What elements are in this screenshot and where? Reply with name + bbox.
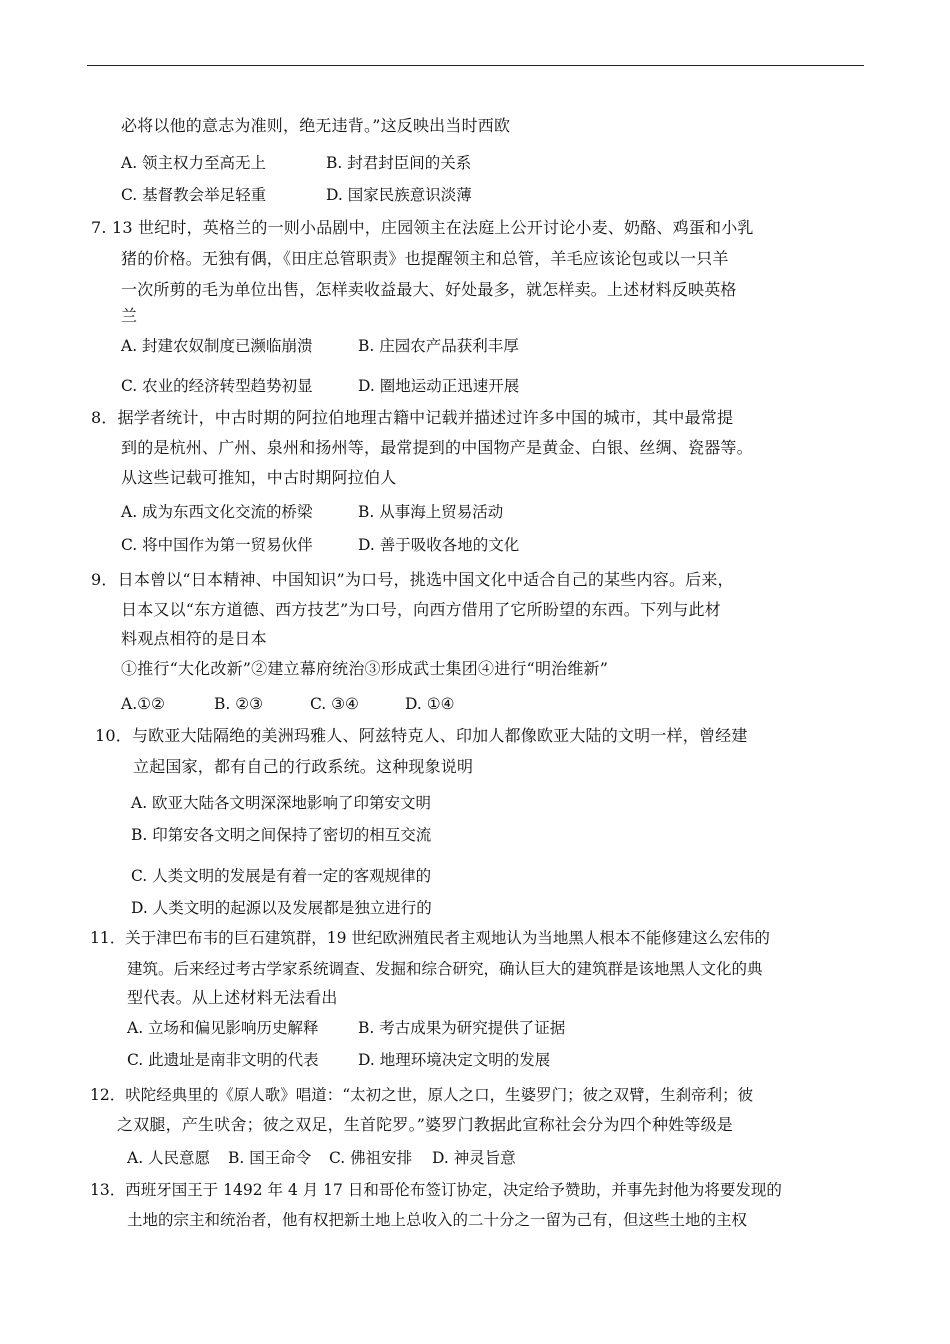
q12-option-a: A. 人民意愿 <box>127 1149 211 1167</box>
q8-option-c: C. 将中国作为第一贸易伙伴 <box>121 536 313 554</box>
q10-stem-line-2: 立起国家，都有自己的行政系统。这种现象说明 <box>133 757 474 776</box>
q6-option-a: A. 领主权力至高无上 <box>121 154 267 172</box>
q13-stem-line-2: 土地的宗主和统治者，他有权把新土地上总收入的二十分之一留为己有，但这些土地的主权 <box>127 1211 748 1229</box>
q7-stem-line-1: 7. 13 世纪时，英格兰的一则小品剧中，庄园领主在法庭上公开讨论小麦、奶酪、鸡蛋和小乳 <box>91 218 754 237</box>
q10-option-b: B. 印第安各文明之间保持了密切的相互交流 <box>131 826 432 844</box>
q7-stem-line-3: 一次所剪的毛为单位出售，怎样卖收益最大、好处最多，就怎样卖。上述材料反映英格 <box>121 280 737 299</box>
q13-stem-line-1: 13．西班牙国王于 1492 年 4 月 17 日和哥伦布签订协定，决定给予赞助，并事先封他为将要发现的 <box>90 1181 782 1199</box>
q11-option-a: A. 立场和偏见影响历史解释 <box>127 1019 319 1037</box>
q8-stem-line-3: 从这些记载可推知，中古时期阿拉伯人 <box>121 468 397 487</box>
q9-stem-line-3: 料观点相符的是日本 <box>121 629 267 648</box>
q12-option-b: B. 国王命令 <box>228 1149 312 1167</box>
q6-option-c: C. 基督教会举足轻重 <box>121 186 267 204</box>
q11-option-b: B. 考古成果为研究提供了证据 <box>358 1019 566 1037</box>
q6-stem-continuation: 必将以他的意志为准则，绝无违背。”这反映出当时西欧 <box>121 116 511 135</box>
q10-stem-line-1: 10．与欧亚大陆隔绝的美洲玛雅人、阿兹特克人、印加人都像欧亚大陆的文明一样，曾经建 <box>95 726 748 745</box>
q8-option-b: B. 从事海上贸易活动 <box>358 503 504 521</box>
q8-option-a: A. 成为东西文化交流的桥梁 <box>121 503 313 521</box>
q11-stem-line-1: 11．关于津巴布韦的巨石建筑群，19 世纪欧洲殖民者主观地认为当地黑人根本不能修建这么宏伟的 <box>90 929 770 947</box>
q11-stem-line-2: 建筑。后来经过考古学家系统调查、发掘和综合研究，确认巨大的建筑群是该地黑人文化的典 <box>127 960 763 978</box>
q7-option-a: A. 封建农奴制度已濒临崩溃 <box>121 337 313 355</box>
q7-stem-line-4: 兰 <box>121 306 138 325</box>
q12-option-d: D. 神灵旨意 <box>432 1149 516 1167</box>
q9-option-d: D. ①④ <box>405 695 455 713</box>
q7-option-b: B. 庄园农产品获利丰厚 <box>358 337 519 355</box>
q9-option-b: B. ②③ <box>214 695 264 713</box>
q12-stem-line-1: 12．吠陀经典里的《原人歌》唱道：“太初之世，原人之口，生婆罗门；彼之双臂，生刹帝利；彼 <box>90 1086 754 1104</box>
q7-stem-line-2: 猪的价格。无独有偶，《田庄总管职责》也提醒领主和总管，羊毛应该论包或以一只羊 <box>121 249 729 268</box>
q10-option-d: D. 人类文明的起源以及发展都是独立进行的 <box>131 899 432 917</box>
q11-stem-line-3: 型代表。从上述材料无法看出 <box>127 988 338 1007</box>
q7-option-c: C. 农业的经济转型趋势初显 <box>121 377 313 395</box>
q9-option-c: C. ③④ <box>310 695 359 713</box>
q10-option-c: C. 人类文明的发展是有着一定的客观规律的 <box>131 867 432 885</box>
q8-option-d: D. 善于吸收各地的文化 <box>358 536 520 554</box>
q12-stem-line-2: 之双腿，产生吠舍；彼之双足，生首陀罗。”婆罗门教据此宣称社会分为四个种姓等级是 <box>117 1115 733 1134</box>
q6-option-b: B. 封君封臣间的关系 <box>326 154 472 172</box>
q7-option-d: D. 圈地运动正迅速开展 <box>358 377 520 395</box>
q11-option-d: D. 地理环境决定文明的发展 <box>358 1051 551 1069</box>
header-rule <box>87 65 864 66</box>
q9-stem-line-1: 9．日本曾以“日本精神、中国知识”为口号，挑选中国文化中适合自己的某些内容。后来， <box>91 570 734 589</box>
q9-statements: ①推行“大化改新”②建立幕府统治③形成武士集团④进行“明治维新” <box>121 659 609 678</box>
q10-option-a: A. 欧亚大陆各文明深深地影响了印第安文明 <box>131 794 432 812</box>
q11-option-c: C. 此遗址是南非文明的代表 <box>127 1051 319 1069</box>
q9-stem-line-2: 日本又以“东方道德、西方技艺”为口号，向西方借用了它所盼望的东西。下列与此材 <box>121 600 721 619</box>
q9-option-a: A.①② <box>121 695 165 713</box>
q8-stem-line-2: 到的是杭州、广州、泉州和扬州等，最常提到的中国物产是黄金、白银、丝绸、瓷器等。 <box>121 438 753 457</box>
q6-option-d: D. 国家民族意识淡薄 <box>326 186 472 204</box>
q12-option-c: C. 佛祖安排 <box>329 1149 413 1167</box>
q8-stem-line-1: 8．据学者统计，中古时期的阿拉伯地理古籍中记载并描述过许多中国的城市，其中最常提 <box>91 408 734 427</box>
